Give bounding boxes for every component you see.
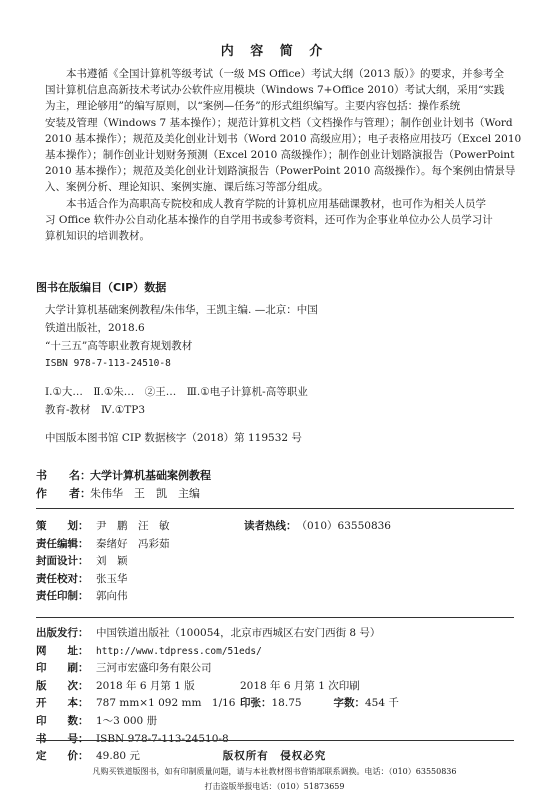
web-link[interactable]: http://www.tdpress.com/51eds/ — [96, 645, 262, 657]
cover-designer: 刘 颖 — [96, 555, 128, 568]
book-author-row — [36, 485, 211, 503]
text-line: 为主，理论够用”的编写原则，以“案例—任务”的形式组织编写。主要内容包括：操作系统 — [45, 100, 461, 113]
reader-hotline — [244, 518, 391, 536]
price: 49.80 元 — [96, 750, 140, 763]
text-line: 习 Office 软件办公自动化基本操作的自学用书或参考资料，还可作为企事业单位办公人员学习计 — [45, 213, 493, 226]
edition-row — [36, 678, 516, 696]
proofreader: 张玉华 — [96, 572, 128, 585]
print-label: 责任印制： — [36, 590, 89, 603]
text-line: 入、案例分析、理论知识、案例实施、课后练习等部分组成。 — [45, 181, 329, 194]
divider — [36, 508, 514, 509]
editor-label: 责任编辑： — [36, 537, 89, 550]
staff-info — [36, 518, 516, 606]
isbn: ISBN 978-7-113-24510-8 — [96, 732, 229, 745]
quality-notice: 凡购买铁道版图书，如有印制质量问题，请与本社教材图书营销部联系调换。电话：（010）63550836 — [92, 767, 457, 776]
book-name-label: 书 名： — [36, 469, 91, 482]
edition-label: 版 次： — [36, 679, 89, 692]
publisher-label: 出版发行： — [36, 627, 89, 639]
publication-info — [36, 625, 516, 766]
cover-row — [36, 553, 516, 571]
hotline-label: 读者热线： — [244, 520, 297, 532]
cip-line: 大学计算机基础案例教程/朱伟华，王凯主编. —北京：中国 — [45, 304, 318, 316]
proof-row — [36, 571, 516, 589]
planner-label: 策 划： — [36, 520, 89, 532]
isbn-label: 书 号： — [36, 732, 89, 745]
planner-row — [36, 518, 516, 536]
rights-reserved: 版权所有 侵权必究 — [222, 750, 327, 762]
intro-paragraph-1 — [45, 66, 522, 196]
book-info — [36, 467, 211, 503]
text-line: 本书遵循《全国计算机等级考试（一级 MS Office）考试大纲（2013 版）》的要求，并参考全 — [66, 68, 504, 80]
printer: 三河市宏盛印务有限公司 — [96, 662, 212, 675]
impression: 2018 年 6 月第 1 次印刷 — [240, 679, 360, 692]
text-line: 基本操作）；制作创业计划财务预测（Excel 2010 高级操作）；制作创业计划路演报告（PowerPoint — [45, 149, 515, 162]
divider — [36, 740, 514, 741]
hotline-number: （010）63550836 — [296, 520, 391, 532]
proof-label: 责任校对： — [36, 572, 89, 585]
editor-row — [36, 536, 516, 554]
price-label: 定 价： — [36, 750, 89, 763]
cip-record — [45, 301, 525, 447]
words-label: 字数： — [333, 697, 365, 710]
cip-line: “十三五”高等职业教育规划教材 — [45, 340, 193, 352]
copies: 1～3 000 册 — [96, 714, 158, 727]
text-line: 本书适合作为高职高专院校和成人教育学院的计算机应用基础课教材，也可作为相关人员学 — [66, 197, 486, 210]
text-line: 安装及管理（Windows 7 基本操作）；规范计算机文档（文档操作与管理）；制作创业计划书（Word — [45, 116, 513, 129]
web-label: 网 址： — [36, 644, 89, 657]
book-author: 朱伟华 王 凯 主编 — [90, 487, 200, 500]
cip-line: 铁道出版社，2018.6 — [45, 322, 145, 334]
text-line: 算机知识的培训教材。 — [45, 230, 150, 243]
text-line: 2010 基本操作）；规范及美化创业计划路演报告（PowerPoint 2010 高级操作）。每个案例由情景导 — [45, 165, 516, 178]
anti-piracy-hotline: 打击盗版举报电话：（010）51873659 — [204, 782, 345, 791]
text-line: 国计算机信息高新技术考试办公软件应用模块（Windows 7+Office 2010）考试大纲，采用“实践 — [45, 84, 505, 97]
cip-heading: 图书在版编目（CIP）数据 — [36, 281, 167, 294]
spacer — [45, 373, 525, 383]
editor: 秦绪好 冯彩茹 — [96, 537, 170, 550]
copies-row — [36, 713, 516, 731]
cover-label: 封面设计： — [36, 555, 89, 568]
cip-line: Ⅰ.①大… Ⅱ.①朱… ②王… Ⅲ.①电子计算机-高等职业 — [45, 386, 308, 398]
sheets: 18.75 — [271, 697, 302, 710]
cip-line: 教育-教材 Ⅳ.①TP3 — [45, 404, 146, 416]
intro-paragraph-2 — [45, 196, 515, 245]
spacer — [45, 419, 525, 429]
format-label: 开 本： — [36, 697, 89, 710]
publisher: 中国铁道出版社（100054，北京市西城区右安门西街 8 号） — [96, 627, 381, 639]
format-row — [36, 695, 516, 713]
printer-row — [36, 660, 516, 678]
cip-isbn: ISBN 978-7-113-24510-8 — [45, 358, 171, 369]
sheets-label: 印张： — [240, 697, 272, 710]
book-name-row — [36, 467, 211, 485]
printer-label: 印 刷： — [36, 662, 89, 675]
book-author-label: 作 者： — [36, 487, 91, 500]
text-line: 2010 基本操作）；规范及美化创业计划书（Word 2010 高级应用）；电子表格应用技巧（Excel 2010 — [45, 132, 522, 145]
planner: 尹 鹏 汪 敏 — [96, 520, 170, 532]
publisher-row — [36, 625, 516, 643]
format: 787 mm×1 092 mm 1/16 — [96, 697, 236, 710]
divider — [36, 617, 514, 618]
book-name: 大学计算机基础案例教程 — [90, 469, 211, 482]
web-row — [36, 643, 516, 661]
copies-label: 印 数： — [36, 714, 89, 727]
edition: 2018 年 6 月第 1 版 — [96, 679, 195, 692]
print-manager: 郭向伟 — [96, 590, 128, 603]
cip-core-number: 中国版本图书馆 CIP 数据核字（2018）第 119532 号 — [45, 432, 302, 444]
print-row — [36, 588, 516, 606]
words: 454 千 — [365, 697, 399, 710]
intro-title: 内 容 简 介 — [220, 44, 329, 59]
intro-text — [45, 66, 522, 244]
